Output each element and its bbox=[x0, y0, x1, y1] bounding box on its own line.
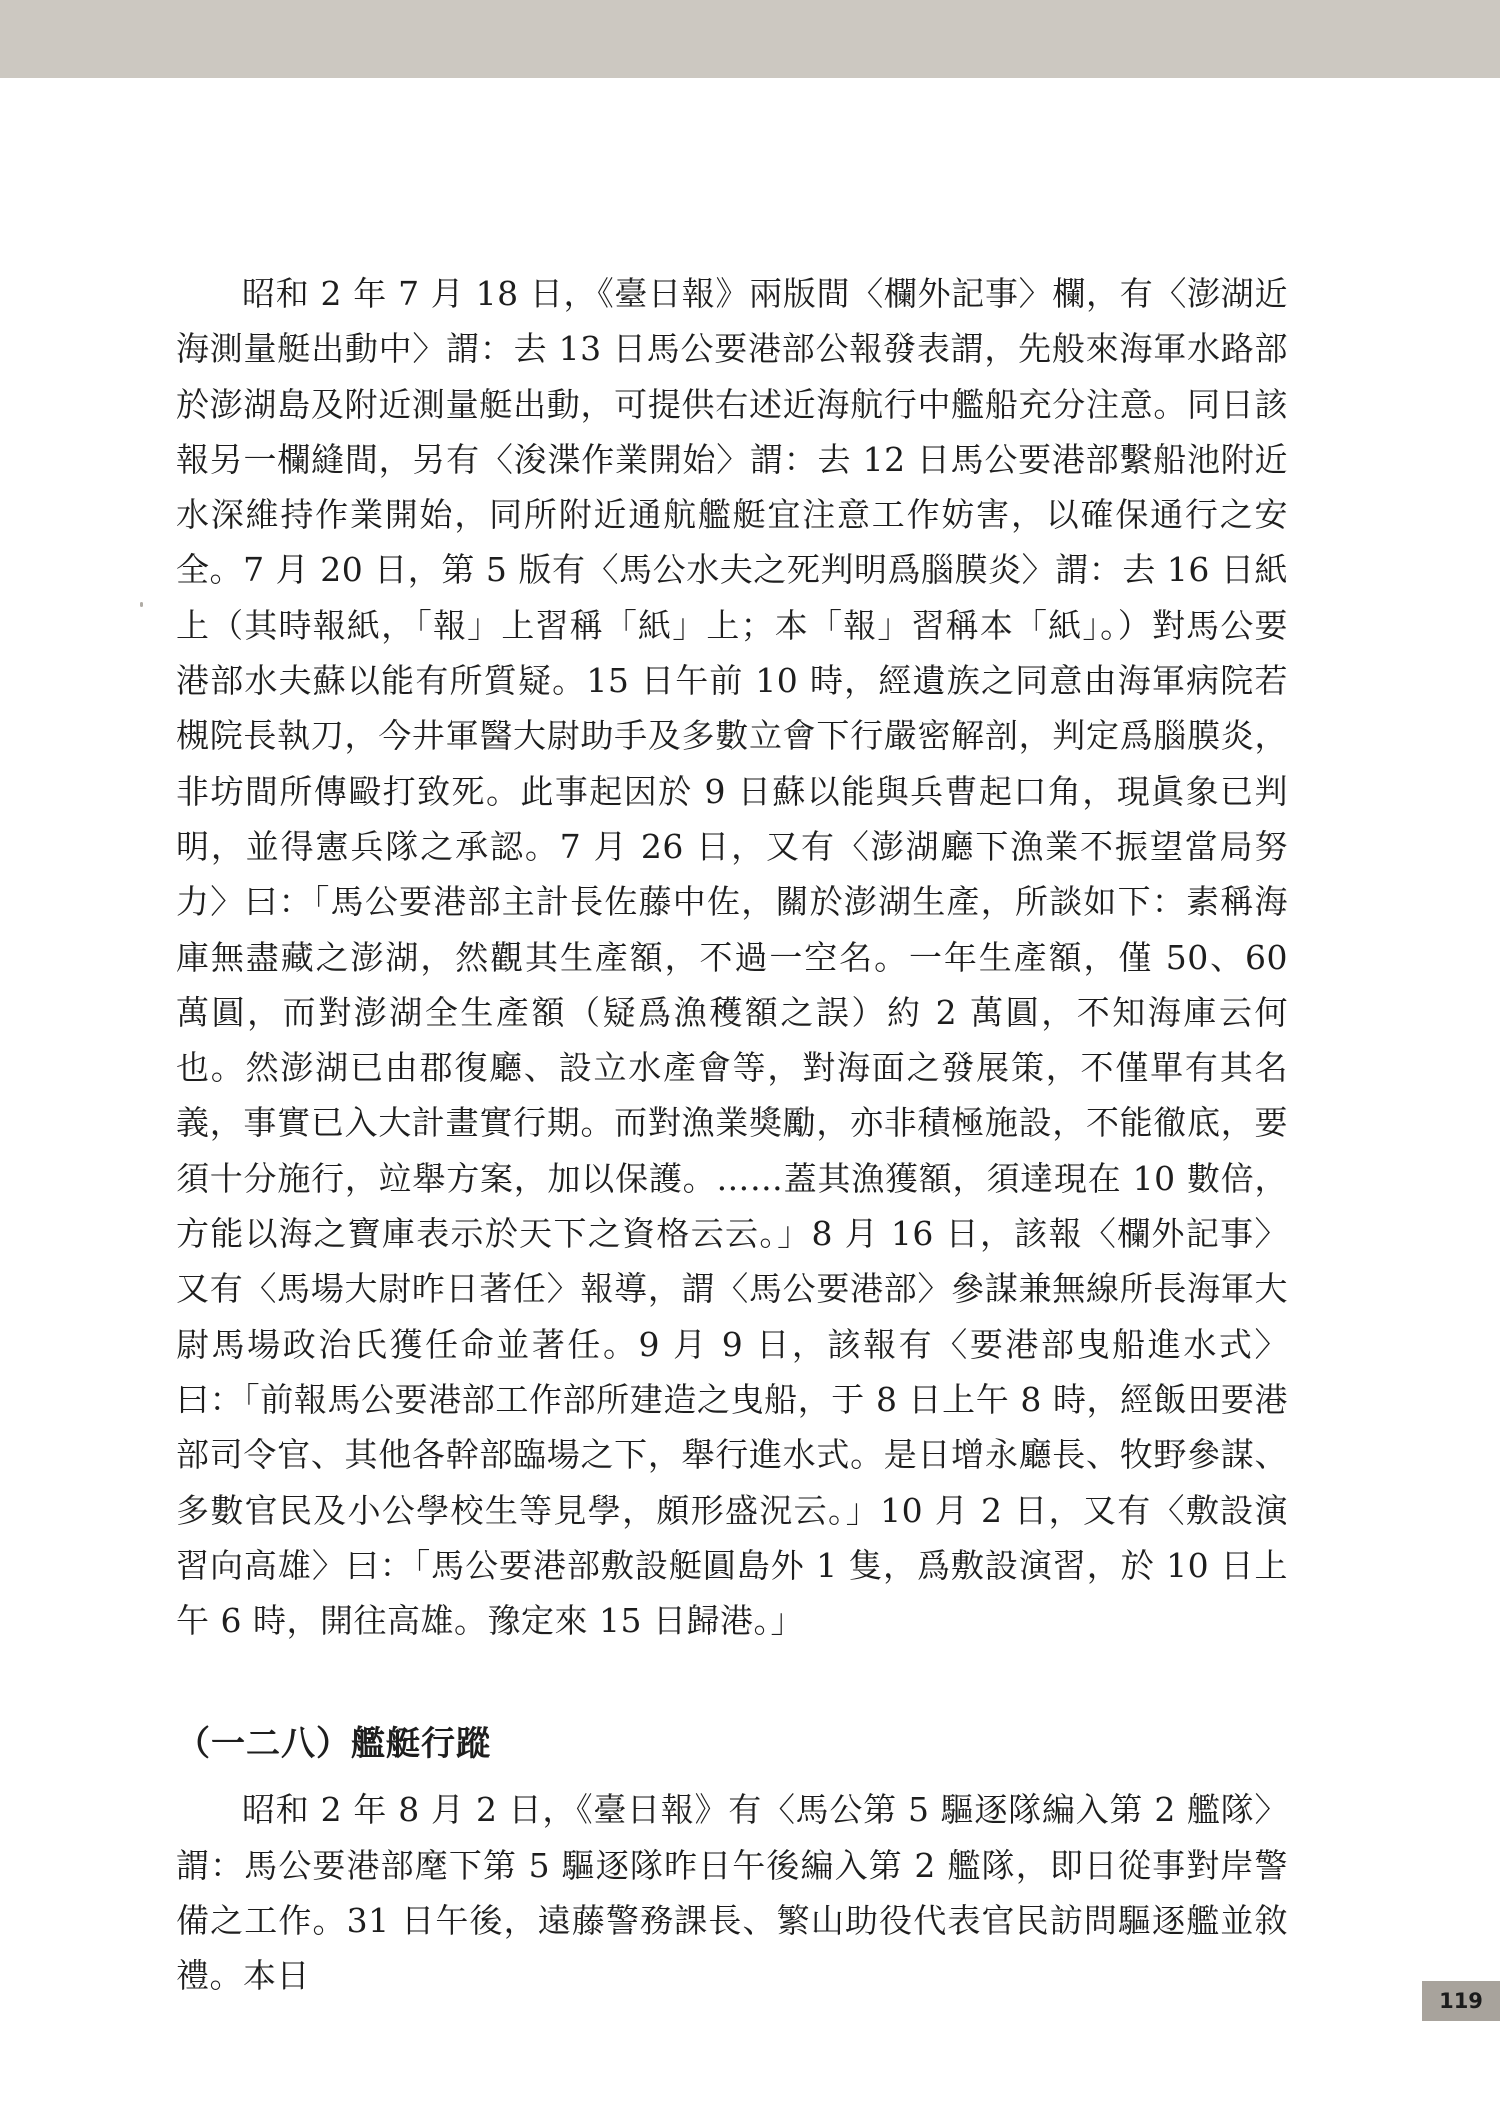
page-body bbox=[176, 266, 1288, 2004]
scan-speck bbox=[140, 602, 143, 607]
page-top-band bbox=[0, 0, 1500, 78]
section-heading: （一二八）艦艇行蹤 bbox=[176, 1724, 491, 1765]
body-paragraph-2: 昭和 2 年 8 月 2 日，《臺日報》有〈馬公第 5 驅逐隊編入第 2 艦隊〉謂：馬公要港部麾下第 5 驅逐隊昨日午後編入第 2 艦隊，即日從事對岸警備之工作。31 日午後，遠藤警務課長、繁山助役代表官民訪問驅逐艦並敘禮。本日 bbox=[176, 1790, 1288, 1996]
body-paragraph: 昭和 2 年 7 月 18 日，《臺日報》兩版間〈欄外記事〉欄，有〈澎湖近海測量艇出動中〉謂：去 13 日馬公要港部公報發表謂，先般來海軍水路部於澎湖島及附近測量艇出動，可提供右述近海航行中艦船充分注意。同日該報另一欄縫間，另有〈浚渫作業開始〉謂：去 12 日馬公要港部繫船池附近水深維持作業開始，同所附近通航艦艇宜注意工作妨害，以確保通行之安全。7 月 20 日，第 5 版有〈馬公水夫之死判明爲腦膜炎〉謂：去 16 日紙上（其時報紙，「報」上習稱「紙」上；本「報」習稱本「紙」。）對馬公要港部水夫蘇以能有所質疑。15 日午前 10 時，經遺族之同意由海軍病院若槻院長執刀，今井軍醫大尉助手及多數立會下行嚴密解剖，判定爲腦膜炎，非坊間所傳毆打致死。此事起因於 9 日蘇以能與兵曹起口角，現眞象已判明，並得憲兵隊之承認。7 月 26 日，又有〈澎湖廳下漁業不振望當局努力〉曰：「馬公要港部主計長佐藤中佐，關於澎湖生產，所談如下：素稱海庫無盡藏之澎湖，然觀其生產額，不過一空名。一年生產額，僅 50、60 萬圓，而對澎湖全生產額（疑爲漁穫額之誤）約 2 萬圓，不知海庫云何也。然澎湖已由郡復廳、設立水產會等，對海面之發展策，不僅單有其名義，事實已入大計畫實行期。而對漁業獎勵，亦非積極施設，不能徹底，要須十分施行，竝舉方案，加以保護。……蓋其漁獲額，須達現在 10 數倍，方能以海之寶庫表示於天下之資格云云。」8 月 16 日，該報〈欄外記事〉又有〈馬場大尉昨日著任〉報導，謂〈馬公要港部〉參謀兼無線所長海軍大尉馬場政治氏獲任命並著任。9 月 9 日，該報有〈要港部曳船進水式〉曰：「前報馬公要港部工作部所建造之曳船，于 8 日上午 8 時，經飯田要港部司令官、其他各幹部臨場之下，舉行進水式。是日增永廳長、牧野參謀、多數官民及小公學校生等見學，頗形盛況云。」10 月 2 日，又有〈敷設演習向高雄〉曰：「馬公要港部敷設艇圓島外 1 隻，爲敷設演習，於 10 日上午 6 時，開往高雄。豫定來 15 日歸港。」 bbox=[176, 274, 1288, 1641]
page-number: 119 bbox=[1422, 1981, 1500, 2021]
